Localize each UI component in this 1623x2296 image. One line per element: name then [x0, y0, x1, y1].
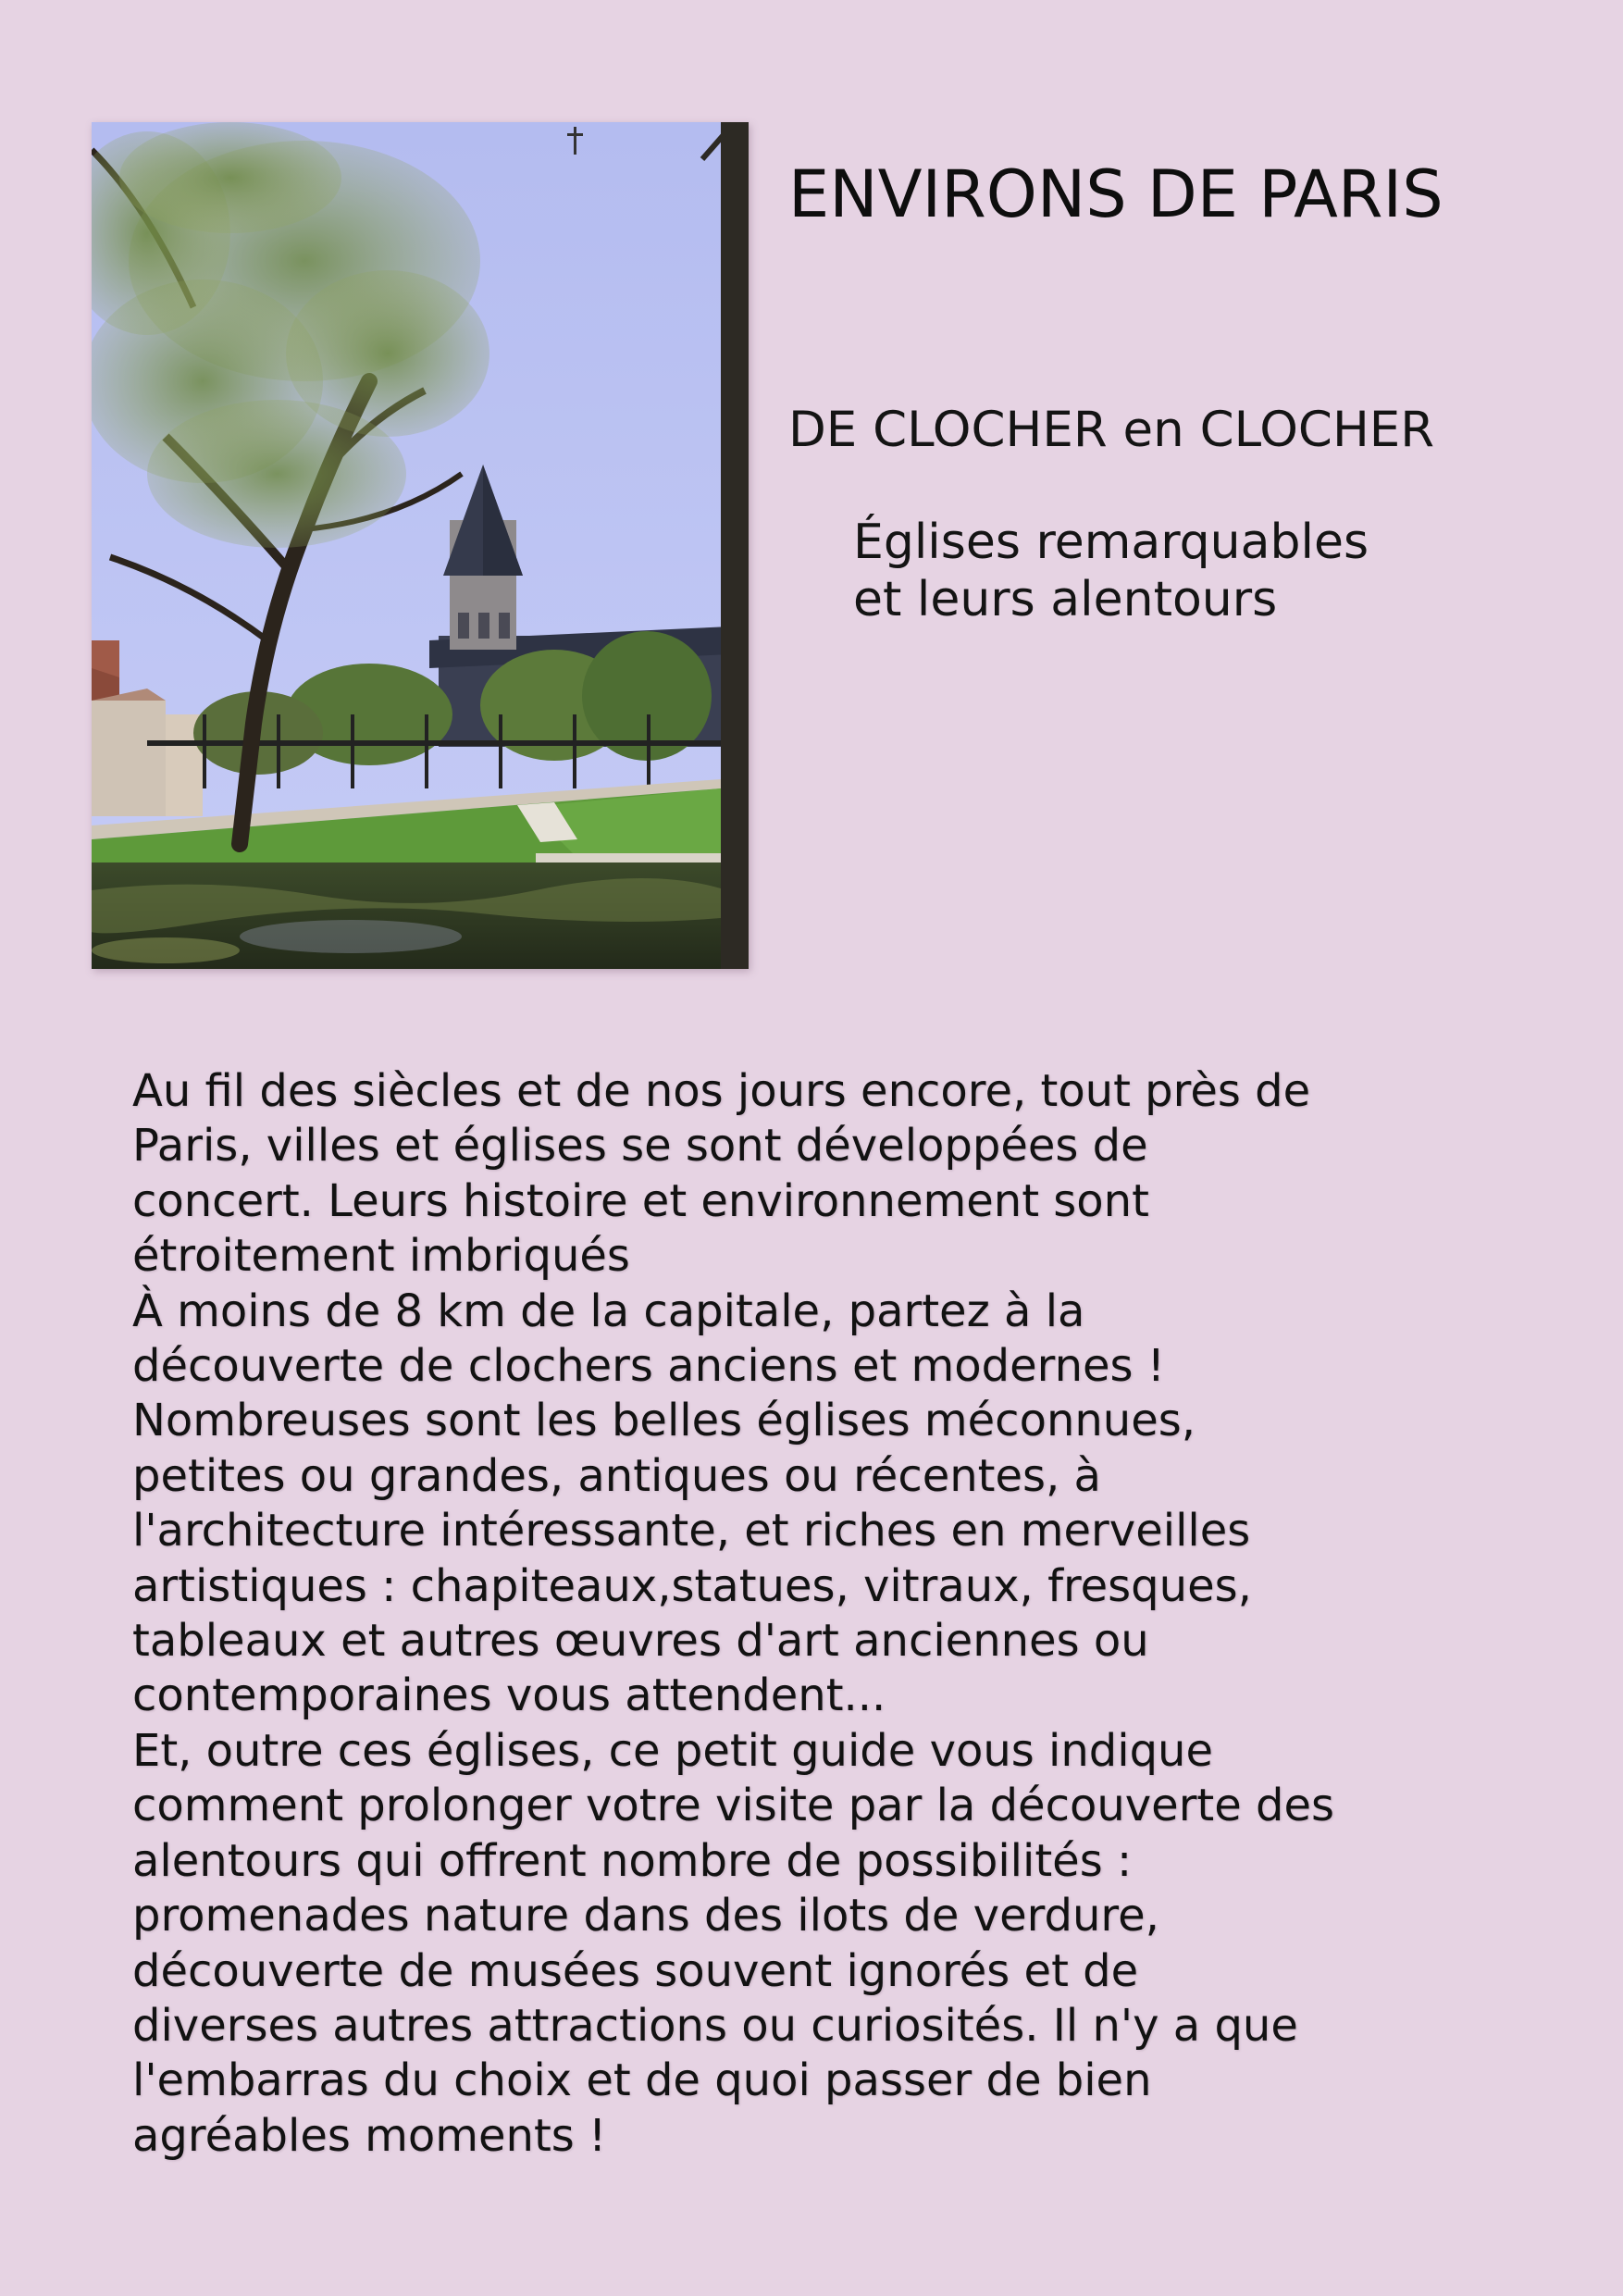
intro-paragraph: [132, 1064, 1576, 2164]
church-photo-illustration: [92, 122, 749, 969]
text-line: promenades nature dans des ilots de verdure,: [132, 1890, 1159, 1942]
text-line: l'embarras du choix et de quoi passer de bien: [132, 2054, 1152, 2107]
page-subtitle: DE CLOCHER en CLOCHER: [788, 402, 1435, 458]
tagline-line: et leurs alentours: [853, 572, 1278, 627]
text-line: Nombreuses sont les belles églises méconnues,: [132, 1395, 1196, 1447]
text-line: Et, outre ces églises, ce petit guide vous indique: [132, 1724, 1214, 1777]
text-line: artistiques : chapiteaux,statues, vitraux, fresques,: [132, 1559, 1252, 1612]
text-line: Au fil des siècles et de nos jours encore, tout près de: [132, 1065, 1311, 1117]
text-line: alentours qui offrent nombre de possibilités :: [132, 1834, 1133, 1887]
text-line: comment prolonger votre visite par la découverte des: [132, 1780, 1335, 1832]
tagline: [853, 514, 1369, 628]
text-line: contemporaines vous attendent...: [132, 1669, 886, 1722]
page-title: ENVIRONS DE PARIS: [788, 156, 1443, 232]
text-line: l'architecture intéressante, et riches en merveilles: [132, 1505, 1251, 1558]
tagline-line: Églises remarquables: [853, 515, 1369, 570]
text-line: Paris, villes et églises se sont développées de: [132, 1120, 1148, 1173]
text-line: À moins de 8 km de la capitale, partez à la: [132, 1285, 1085, 1337]
text-line: tableaux et autres œuvres d'art anciennes ou: [132, 1615, 1149, 1668]
text-line: découverte de musées souvent ignorés et de: [132, 1944, 1139, 1997]
text-line: diverses autres attractions ou curiosités. Il n'y a que: [132, 1999, 1298, 2052]
text-line: concert. Leurs histoire et environnement sont: [132, 1174, 1149, 1227]
text-line: petites ou grandes, antiques ou récentes, à: [132, 1449, 1101, 1502]
text-line: agréables moments !: [132, 2109, 607, 2162]
text-line: étroitement imbriqués: [132, 1230, 630, 1283]
church-photo: [92, 122, 749, 969]
text-line: découverte de clochers anciens et modernes !: [132, 1340, 1166, 1393]
